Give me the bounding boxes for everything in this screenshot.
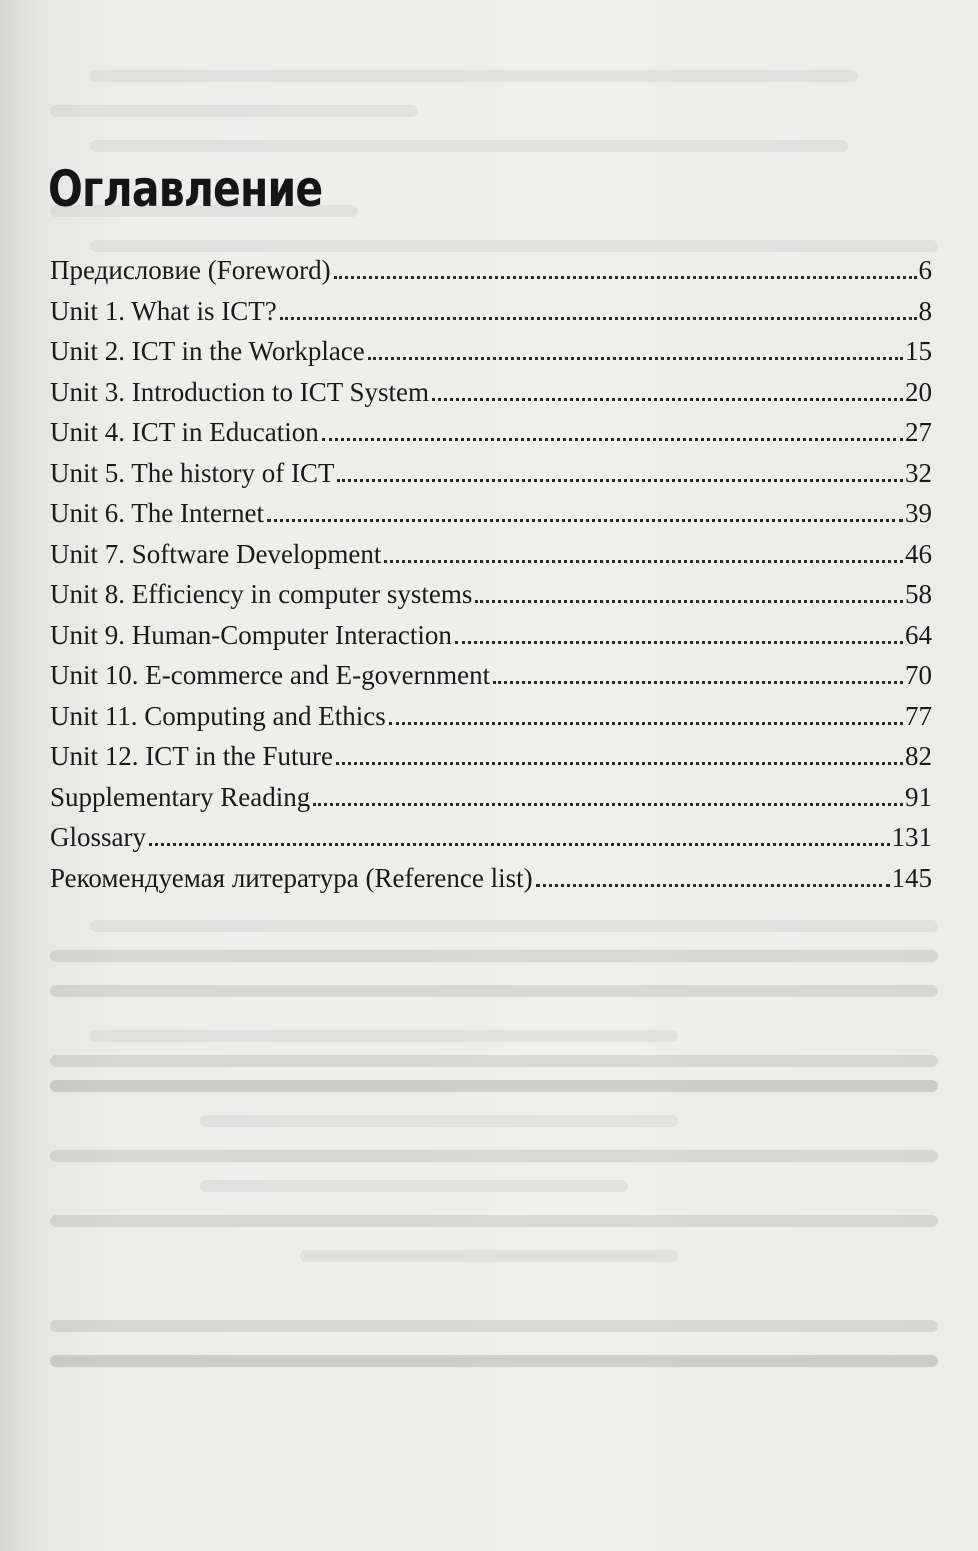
toc-entry bbox=[50, 291, 932, 332]
toc-entry-title: Unit 9. Human-Computer Interaction bbox=[50, 619, 452, 650]
toc-entry-title: Unit 2. ICT in the Workplace bbox=[50, 336, 365, 366]
toc-entry bbox=[50, 331, 932, 372]
toc-entry-title: Unit 4. ICT in Education bbox=[50, 417, 319, 447]
dot-leader bbox=[334, 276, 917, 279]
toc-entry-title: Unit 8. Efficiency in computer systems bbox=[50, 579, 473, 609]
table-of-contents bbox=[50, 250, 932, 898]
toc-entry bbox=[50, 615, 932, 656]
toc-entry bbox=[50, 453, 932, 494]
toc-entry-title: Unit 7. Software Development bbox=[50, 538, 382, 569]
toc-entry bbox=[50, 412, 932, 453]
toc-entry-page-number: 39 bbox=[905, 498, 932, 528]
dot-leader bbox=[475, 600, 903, 603]
toc-entry bbox=[50, 696, 932, 737]
toc-entry-page-number: 70 bbox=[905, 660, 932, 690]
dot-leader bbox=[384, 560, 903, 563]
dot-leader bbox=[267, 519, 903, 522]
toc-entry-title: Supplementary Reading bbox=[50, 781, 311, 812]
toc-entry bbox=[50, 250, 932, 291]
toc-entry-title: Unit 10. E-commerce and E-government bbox=[50, 660, 491, 690]
toc-entry-page-number: 82 bbox=[905, 741, 932, 771]
toc-entry-page-number: 6 bbox=[918, 255, 932, 285]
toc-entry bbox=[50, 534, 932, 575]
dot-leader bbox=[322, 438, 903, 441]
page-title: Оглавление bbox=[48, 160, 323, 218]
dot-leader bbox=[337, 479, 903, 482]
toc-entry bbox=[50, 493, 932, 534]
toc-entry-page-number: 64 bbox=[905, 619, 932, 650]
toc-entry-title: Unit 3. Introduction to ICT System bbox=[50, 376, 429, 407]
dot-leader bbox=[536, 884, 890, 887]
toc-entry-title: Рекомендуемая литература (Reference list) bbox=[50, 862, 533, 893]
toc-entry-title: Unit 11. Computing and Ethics bbox=[50, 700, 386, 731]
toc-entry bbox=[50, 817, 932, 858]
toc-entry bbox=[50, 736, 932, 777]
toc-entry bbox=[50, 574, 932, 615]
toc-entry-title: Unit 1. What is ICT? bbox=[50, 295, 277, 326]
toc-entry-page-number: 32 bbox=[905, 457, 932, 488]
dot-leader bbox=[493, 681, 903, 684]
toc-entry-title: Glossary bbox=[50, 822, 146, 852]
toc-entry-page-number: 15 bbox=[905, 336, 932, 366]
toc-entry-page-number: 145 bbox=[891, 862, 932, 893]
toc-entry-page-number: 27 bbox=[905, 417, 932, 447]
dot-leader bbox=[149, 843, 890, 846]
toc-entry-page-number: 58 bbox=[905, 579, 932, 609]
dot-leader bbox=[313, 803, 903, 806]
toc-entry bbox=[50, 372, 932, 413]
dot-leader bbox=[432, 398, 903, 401]
toc-entry-page-number: 91 bbox=[905, 781, 932, 812]
dot-leader bbox=[280, 317, 917, 320]
toc-entry-title: Предисловие (Foreword) bbox=[50, 255, 331, 285]
toc-entry-title: Unit 6. The Internet bbox=[50, 498, 264, 528]
toc-entry bbox=[50, 777, 932, 818]
toc-entry-page-number: 20 bbox=[905, 376, 932, 407]
toc-entry-page-number: 8 bbox=[918, 295, 932, 326]
toc-entry-title: Unit 5. The history of ICT bbox=[50, 457, 335, 488]
dot-leader bbox=[336, 762, 903, 765]
toc-entry bbox=[50, 858, 932, 899]
dot-leader bbox=[455, 641, 903, 644]
dot-leader bbox=[368, 357, 903, 360]
toc-entry-title: Unit 12. ICT in the Future bbox=[50, 741, 333, 771]
toc-entry-page-number: 131 bbox=[891, 822, 932, 852]
toc-entry-page-number: 77 bbox=[905, 700, 932, 731]
dot-leader bbox=[389, 722, 903, 725]
toc-entry bbox=[50, 655, 932, 696]
toc-entry-page-number: 46 bbox=[905, 538, 932, 569]
